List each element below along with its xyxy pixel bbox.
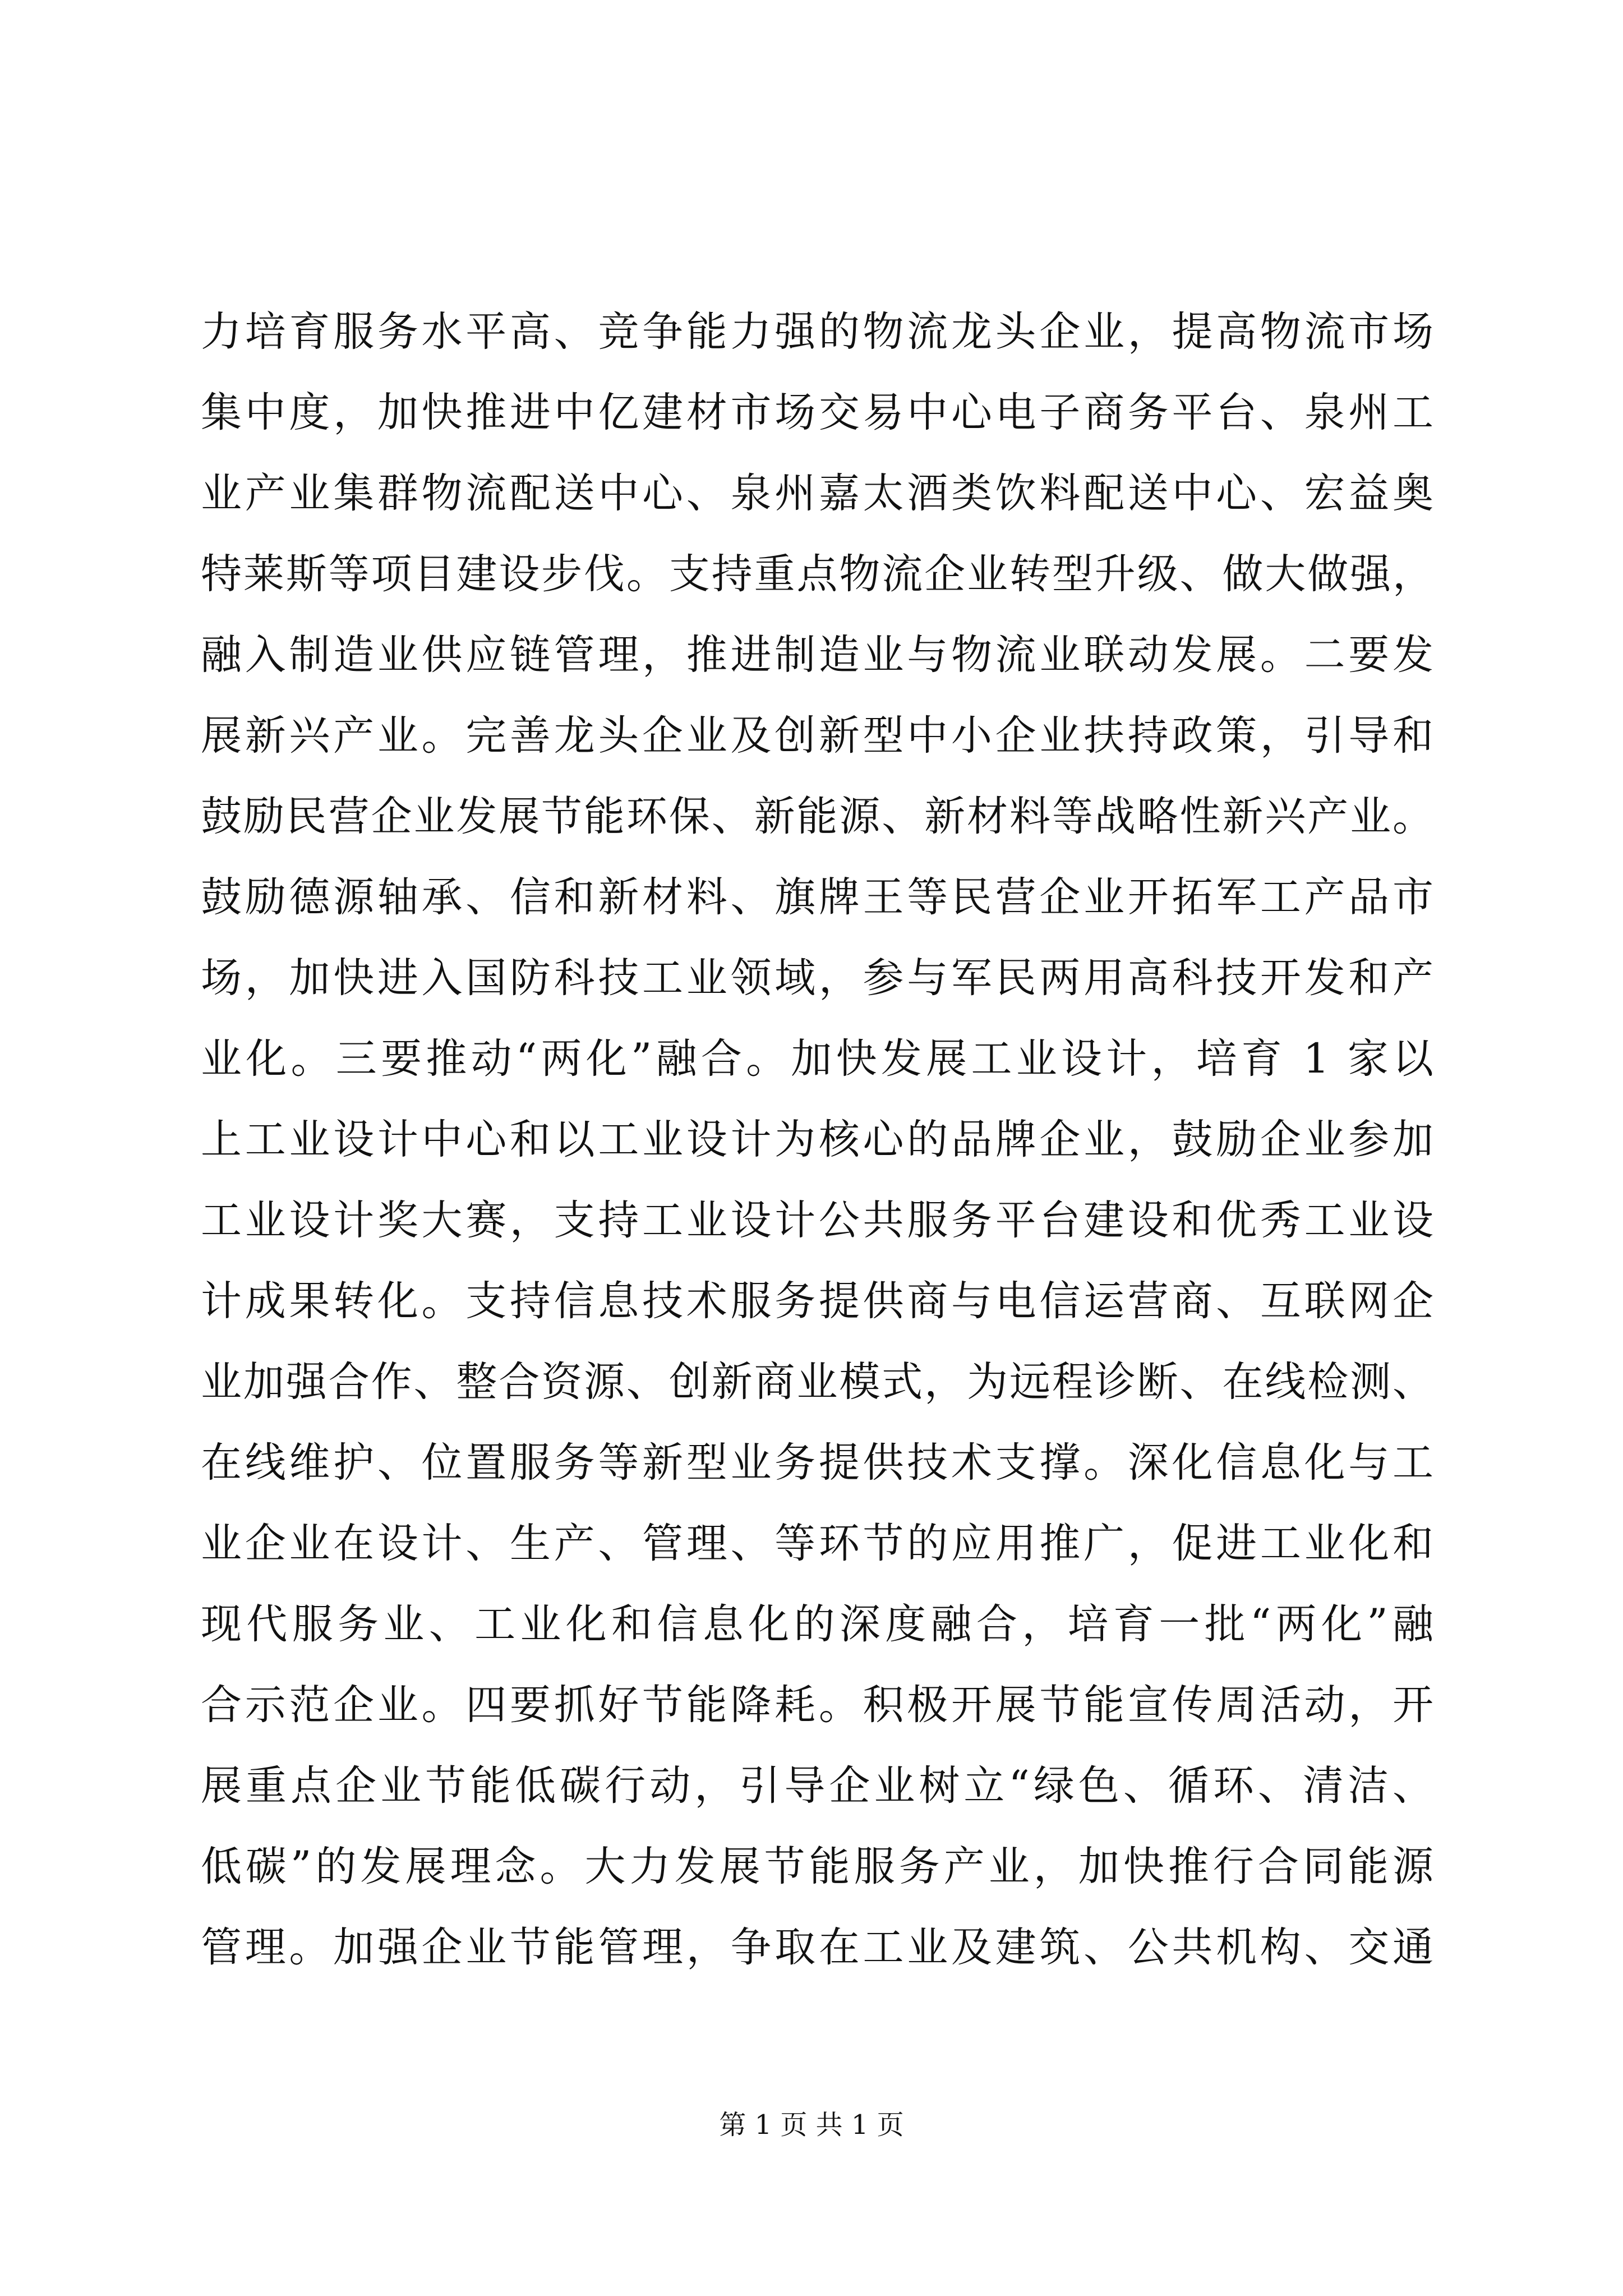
text-line: 工业设计奖大赛，支持工业设计公共服务平台建设和优秀工业设 xyxy=(201,1197,1435,1244)
text-line: 业企业在设计、生产、管理、等环节的应用推广，促进工业化和 xyxy=(201,1520,1435,1567)
text-line: 业产业集群物流配送中心、泉州嘉太酒类饮料配送中心、宏益奥 xyxy=(201,470,1435,517)
page-footer xyxy=(0,2108,1623,2142)
text-line: 场，加快进入国防科技工业领域，参与军民两用高科技开发和产 xyxy=(201,954,1435,1002)
text-line: 集中度，加快推进中亿建材市场交易中心电子商务平台、泉州工 xyxy=(201,389,1435,436)
text-line: 鼓励德源轴承、信和新材料、旗牌王等民营企业开拓军工产品市 xyxy=(201,873,1435,921)
text-line: 展重点企业节能低碳行动，引导企业树立“绿色、循环、清洁、 xyxy=(201,1762,1435,1810)
text-line: 业加强合作、整合资源、创新商业模式，为远程诊断、在线检测、 xyxy=(201,1358,1435,1406)
text-line: 展新兴产业。完善龙头企业及创新型中小企业扶持政策，引导和 xyxy=(201,712,1435,760)
text-line: 融入制造业供应链管理，推进制造业与物流业联动发展。二要发 xyxy=(201,631,1435,679)
text-line: 计成果转化。支持信息技术服务提供商与电信运营商、互联网企 xyxy=(201,1277,1435,1325)
text-line: 合示范企业。四要抓好节能降耗。积极开展节能宣传周活动，开 xyxy=(201,1681,1435,1729)
text-line: 业化。三要推动“两化”融合。加快发展工业设计，培育 1 家以 xyxy=(201,1035,1435,1083)
text-line: 管理。加强企业节能管理，争取在工业及建筑、公共机构、交通 xyxy=(201,1924,1435,1971)
text-line: 特莱斯等项目建设步伐。支持重点物流企业转型升级、做大做强， xyxy=(201,550,1435,598)
text-line: 在线维护、位置服务等新型业务提供技术支撑。深化信息化与工 xyxy=(201,1439,1435,1487)
text-line: 低碳”的发展理念。大力发展节能服务产业，加快推行合同能源 xyxy=(201,1843,1435,1890)
text-line: 上工业设计中心和以工业设计为核心的品牌企业，鼓励企业参加 xyxy=(201,1116,1435,1163)
text-line: 鼓励民营企业发展节能环保、新能源、新材料等战略性新兴产业。 xyxy=(201,793,1435,840)
body-text xyxy=(201,292,1435,1988)
text-line: 力培育服务水平高、竞争能力强的物流龙头企业，提高物流市场 xyxy=(201,308,1435,356)
page-number-label: 第 1 页 共 1 页 xyxy=(719,2109,904,2141)
text-line: 现代服务业、工业化和信息化的深度融合，培育一批“两化”融 xyxy=(201,1600,1435,1648)
